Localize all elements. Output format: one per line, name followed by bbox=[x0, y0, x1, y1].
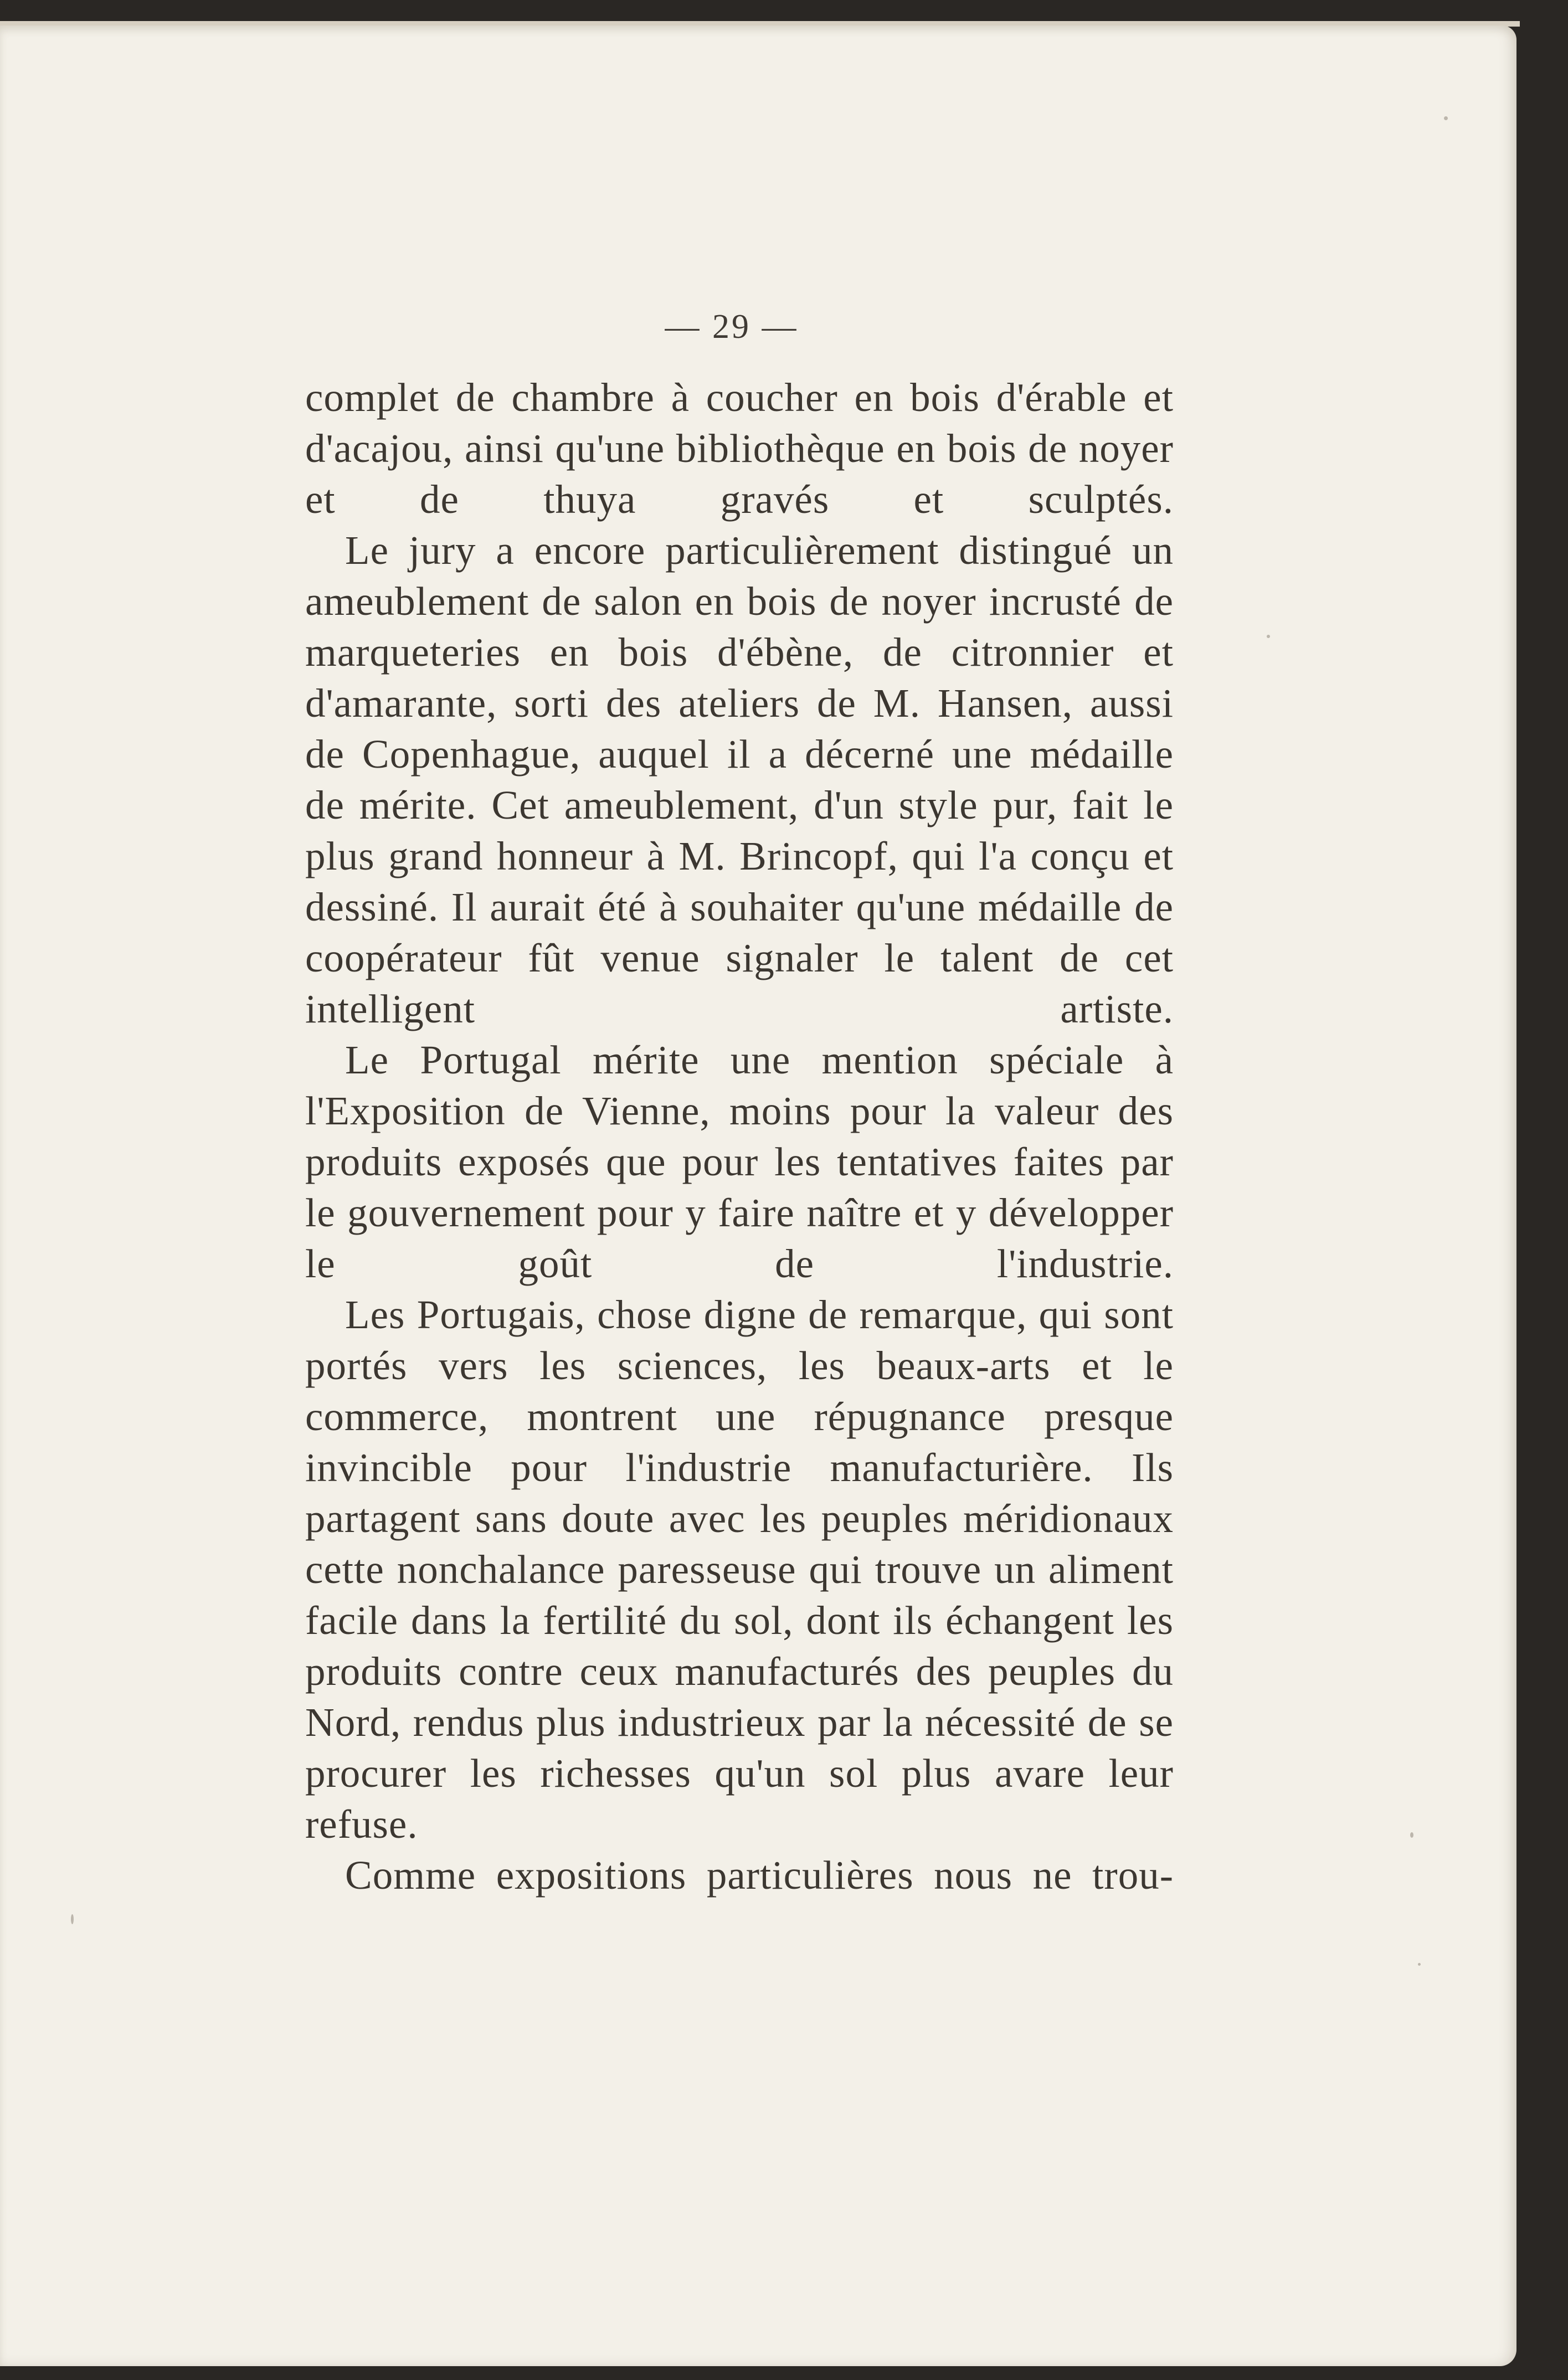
paragraph-1: complet de chambre à coucher en bois d'érable et d'acajou, ainsi qu'une bibliothèque en bois de noyer et de thuya gravés et sculptés. bbox=[305, 375, 1174, 522]
paper-speck bbox=[1267, 635, 1270, 638]
paragraph-5: Comme expositions particulières nous ne trou- bbox=[345, 1853, 1174, 1898]
paper-speck bbox=[1410, 1832, 1413, 1838]
paper-speck bbox=[1444, 116, 1448, 120]
paper-speck bbox=[1418, 1963, 1421, 1966]
body-text bbox=[305, 372, 1174, 1901]
paragraph-4: Les Portugais, chose digne de remarque, qui sont portés vers les sciences, les beaux-arts et le commerce, montrent une répugnance presque invincible pour l'industrie manufacturière. Ils partagent sans doute avec les peuples méridionaux cette nonchalance paresseuse qui trouve un aliment facile dans la fertilité du sol, dont ils échangent les produits contre ceux manufacturés des peuples du Nord, rendus plus industrieux par la nécessité de se procurer les richesses qu'un sol plus avare leur refuse. bbox=[305, 1292, 1174, 1847]
paragraph-2: Le jury a encore particulièrement distingué un ameublement de salon en bois de noyer incrusté de marqueteries en bois d'ébène, de citronnier et d'amarante, sorti des ateliers de M. Hansen, aussi de Copenhague, auquel il a décerné une médaille de mérite. Cet ameublement, d'un style pur, fait le plus grand honneur à M. Brincopf, qui l'a conçu et dessiné. Il aurait été à souhaiter qu'une médaille de coopérateur fût venue signaler le talent de cet intelligent artiste. bbox=[305, 528, 1174, 1031]
paragraph-3: Le Portugal mérite une mention spéciale à l'Exposition de Vienne, moins pour la valeur des produits exposés que pour les tentatives faites par le gouvernement pour y faire naître et y développer le goût de l'industrie. bbox=[305, 1037, 1174, 1286]
page-number: — 29 — bbox=[665, 308, 799, 346]
paper-speck bbox=[71, 1914, 74, 1924]
